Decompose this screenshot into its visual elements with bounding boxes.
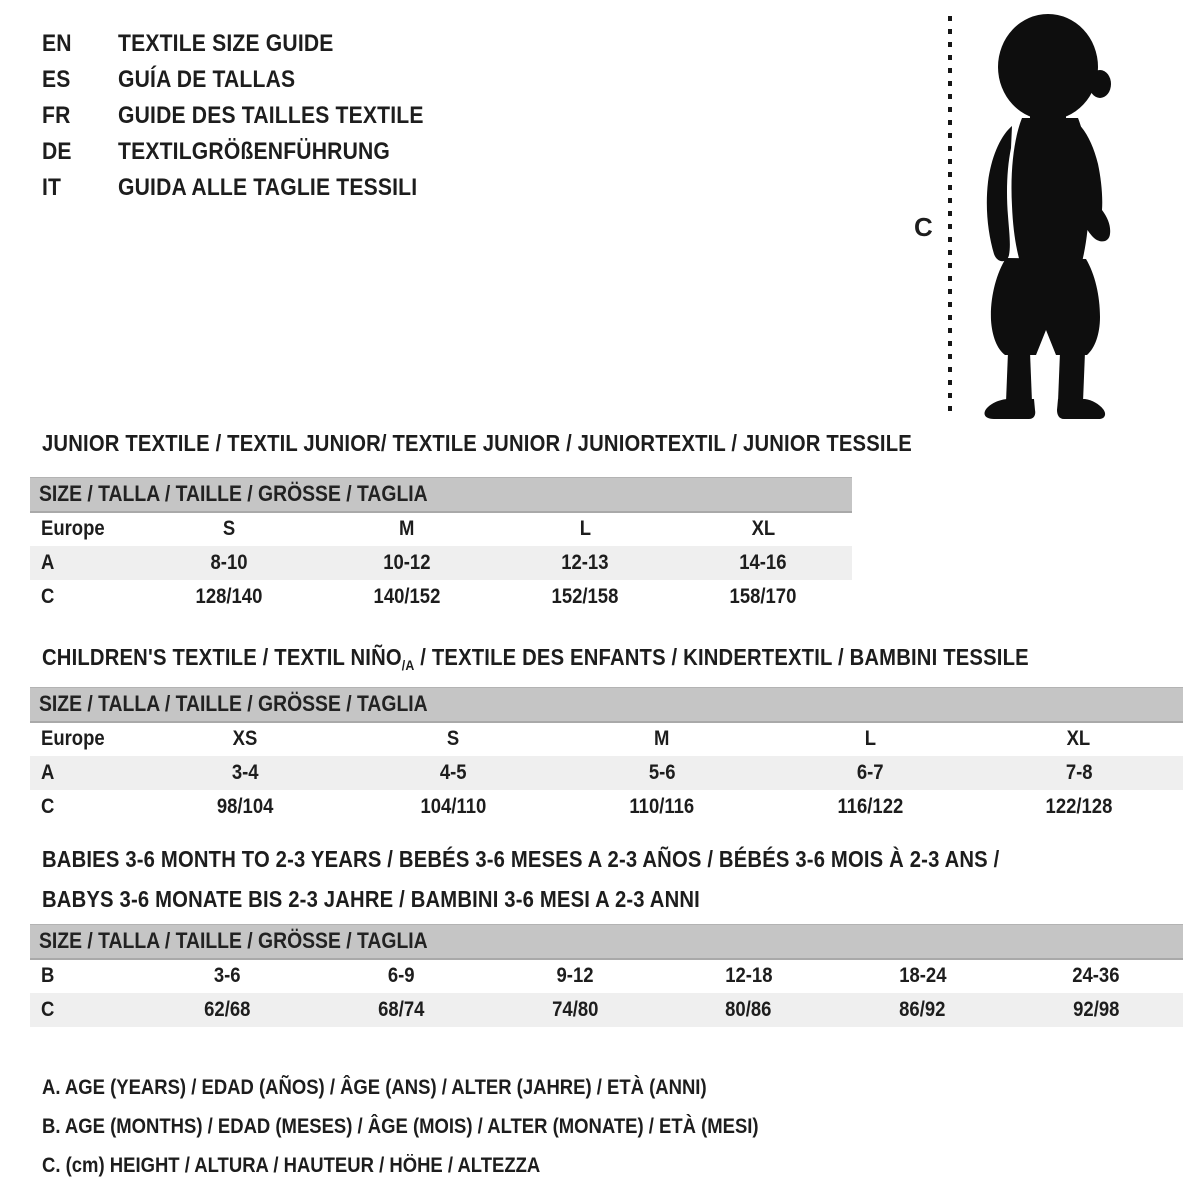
- height-cell: 116/122: [837, 794, 904, 818]
- age-cell: 10-12: [318, 546, 496, 580]
- table-row: [30, 546, 852, 580]
- lang-title-es: GUÍA DE TALLAS: [118, 66, 296, 93]
- age-cell: 6-9: [387, 964, 415, 987]
- lang-title-fr: GUIDE DES TAILLES TEXTILE: [118, 102, 424, 129]
- size-cell: S: [222, 517, 236, 540]
- size-cell: XS: [232, 727, 258, 750]
- age-cell: 5-6: [558, 756, 766, 790]
- height-measure-label: C: [914, 212, 933, 242]
- row-label: A: [30, 546, 140, 580]
- height-measure-dashed-line: [948, 16, 952, 416]
- toddler-silhouette-icon: [960, 10, 1144, 420]
- height-cell: 74/80: [488, 993, 662, 1027]
- lang-title-it: GUIDA ALLE TAGLIE TESSILI: [118, 174, 418, 201]
- age-cell: 14-16: [674, 546, 852, 580]
- lang-code-it: IT: [42, 174, 62, 201]
- lang-row-fr: [42, 98, 465, 134]
- row-label: A: [30, 756, 141, 790]
- lang-row-de: [42, 134, 465, 170]
- height-cell: 86/92: [836, 993, 1010, 1027]
- age-cell: 6-7: [766, 756, 974, 790]
- age-cell: 12-18: [725, 964, 773, 987]
- size-header-cell: SIZE / TALLA / TAILLE / GRÖSSE / TAGLIA: [30, 478, 852, 512]
- children-table-title: CHILDREN'S TEXTILE / TEXTIL $NIÑO_{/A}$ / TEXTILE DES ENFANTS / KINDERTEXTIL / BAMBINI TESSILE: [42, 644, 1029, 673]
- table-row: [30, 512, 852, 546]
- size-cell: L: [579, 517, 591, 540]
- age-cell: 18-24: [898, 964, 947, 987]
- row-label: B: [41, 964, 55, 987]
- height-cell: 62/68: [141, 993, 315, 1027]
- row-label: C: [30, 993, 141, 1027]
- height-cell: 140/152: [373, 584, 441, 608]
- age-cell: 9-12: [556, 964, 594, 987]
- height-cell: 122/128: [1045, 794, 1113, 818]
- age-cell: 24-36: [1072, 964, 1120, 987]
- size-cell: M: [399, 517, 415, 540]
- nino-a-subscript: /A: [401, 657, 415, 673]
- table-row: [30, 580, 852, 614]
- measure-legend: [42, 1068, 856, 1185]
- babies-table-title-line2: BABYS 3-6 MONATE BIS 2-3 JAHRE / BAMBINI 3-6 MESI A 2-3 ANNI: [42, 886, 700, 912]
- lang-row-es: [42, 62, 465, 98]
- junior-size-table: [30, 477, 852, 614]
- size-cell: M: [654, 727, 670, 750]
- height-cell: 110/116: [629, 794, 695, 818]
- height-cell: 158/170: [729, 584, 797, 608]
- children-size-table: [30, 687, 1183, 824]
- size-header-cell: SIZE / TALLA / TAILLE / GRÖSSE / TAGLIA: [30, 925, 1183, 959]
- legend-line-a: A. AGE (YEARS) / EDAD (AÑOS) / ÂGE (ANS) / ALTER (JAHRE) / ETÀ (ANNI): [42, 1075, 707, 1099]
- legend-line-c: C. (cm) HEIGHT / ALTURA / HAUTEUR / HÖHE / ALTEZZA: [42, 1153, 541, 1177]
- lang-title-en: TEXTILE SIZE GUIDE: [118, 30, 334, 57]
- age-cell: 8-10: [140, 546, 318, 580]
- age-cell: 3-6: [214, 964, 241, 987]
- height-cell: 104/110: [420, 794, 487, 818]
- size-cell: XL: [751, 517, 775, 540]
- lang-code-es: ES: [42, 66, 71, 93]
- lang-row-it: [42, 170, 465, 206]
- age-cell: 3-4: [141, 756, 349, 790]
- table-header-row: [30, 925, 1183, 959]
- lang-title-de: TEXTILGRÖßENFÜHRUNG: [118, 138, 391, 165]
- table-header-row: [30, 688, 1183, 722]
- size-cell: XL: [1066, 727, 1091, 750]
- lang-code-en: EN: [42, 30, 72, 57]
- row-label: C: [41, 794, 55, 818]
- row-label: Europe: [41, 517, 105, 540]
- age-cell: 7-8: [975, 756, 1184, 790]
- height-cell: 80/86: [662, 993, 836, 1027]
- height-cell: 98/104: [216, 794, 274, 818]
- size-cell: S: [447, 727, 460, 750]
- size-cell: L: [864, 727, 876, 750]
- table-header-row: [30, 478, 852, 512]
- age-cell: 12-13: [496, 546, 674, 580]
- table-row: [30, 722, 1183, 756]
- babies-size-table: [30, 924, 1183, 1027]
- babies-table-title-line1: BABIES 3-6 MONTH TO 2-3 YEARS / BEBÉS 3-6 MESES A 2-3 AÑOS / BÉBÉS 3-6 MOIS À 2-3 ANS /: [42, 846, 1000, 872]
- height-cell: 92/98: [1009, 993, 1183, 1027]
- row-label: C: [41, 584, 55, 608]
- legend-line-b: B. AGE (MONTHS) / EDAD (MESES) / ÂGE (MOIS) / ALTER (MONATE) / ETÀ (MESI): [42, 1114, 759, 1138]
- lang-code-fr: FR: [42, 102, 71, 129]
- table-row: [30, 993, 1183, 1027]
- row-label: Europe: [41, 727, 105, 750]
- junior-table-title: JUNIOR TEXTILE / TEXTIL JUNIOR/ TEXTILE JUNIOR / JUNIORTEXTIL / JUNIOR TESSILE: [42, 430, 912, 456]
- table-row: [30, 756, 1183, 790]
- height-cell: 128/140: [195, 584, 263, 608]
- language-title-list: [42, 26, 465, 206]
- table-row: [30, 959, 1183, 993]
- lang-row-en: [42, 26, 465, 62]
- height-cell: 152/158: [551, 584, 619, 608]
- table-row: [30, 790, 1183, 824]
- size-header-cell: SIZE / TALLA / TAILLE / GRÖSSE / TAGLIA: [30, 688, 1183, 722]
- lang-code-de: DE: [42, 138, 72, 165]
- height-cell: 68/74: [314, 993, 488, 1027]
- age-cell: 4-5: [349, 756, 557, 790]
